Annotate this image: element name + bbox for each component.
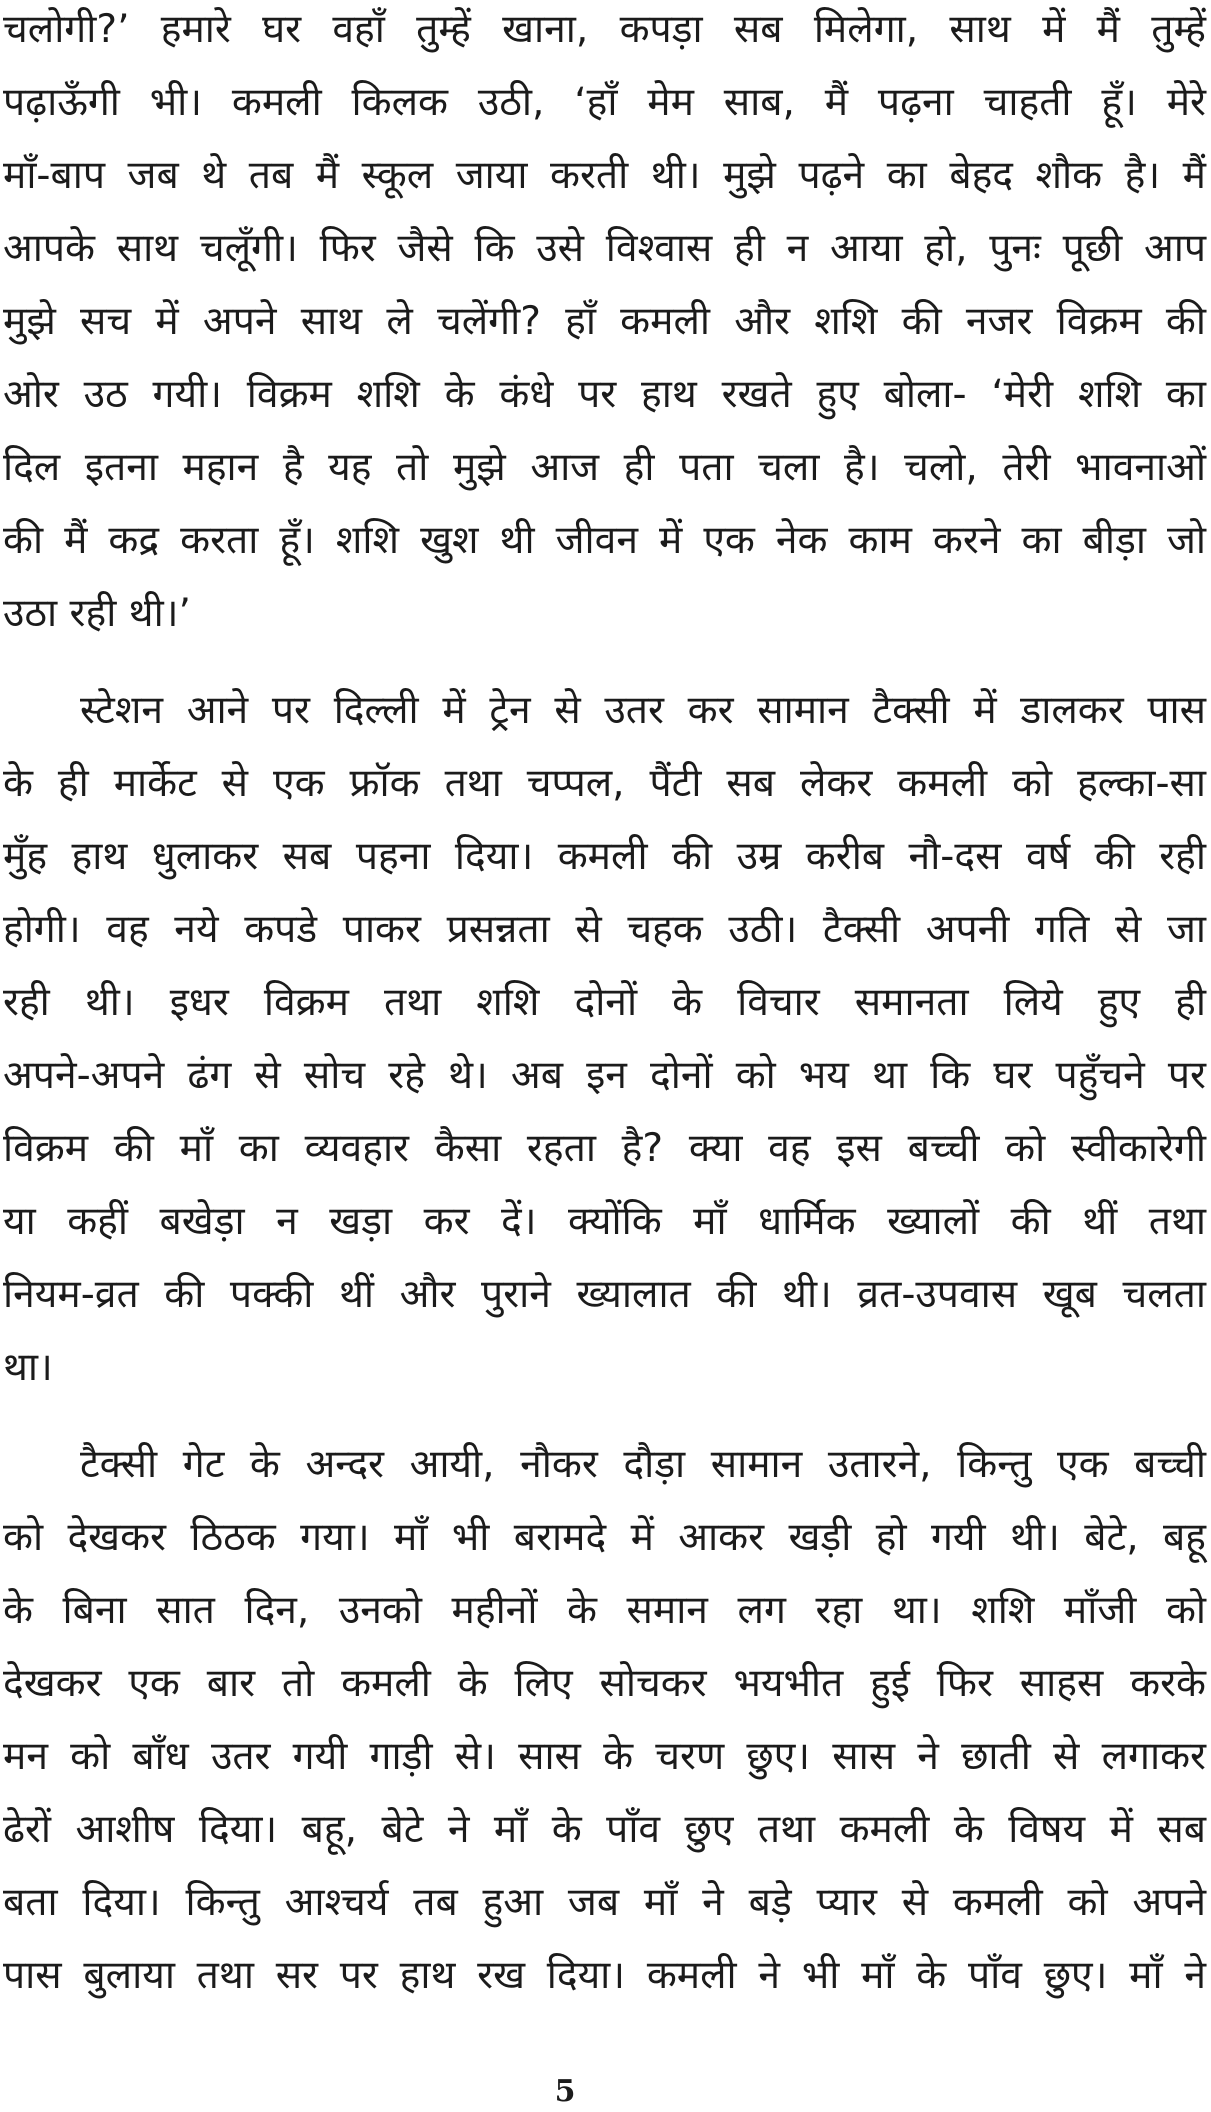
text-line: उठा रही थी।’ xyxy=(3,591,191,636)
text-line: देखकर एक बार तो कमली के लिए सोचकर भयभीत हुई फिर साहस करके xyxy=(3,1661,1206,1706)
text-line: मुझे सच में अपने साथ ले चलेंगी? हाँ कमली और शशि की नजर विक्रम की xyxy=(3,299,1206,344)
text-line: पढ़ाऊँगी भी। कमली किलक उठी, ‘हाँ मेम साब, मैं पढ़ना चाहती हूँ। मेरे xyxy=(3,80,1206,125)
text-line: होगी। वह नये कपडे पाकर प्रसन्नता से चहक उठी। टैक्सी अपनी गति से जा xyxy=(3,907,1206,952)
text-line: बता दिया। किन्तु आश्चर्य तब हुआ जब माँ ने बड़े प्यार से कमली को अपने xyxy=(3,1880,1206,1925)
text-line: को देखकर ठिठक गया। माँ भी बरामदे में आकर खड़ी हो गयी थी। बेटे, बहू xyxy=(3,1515,1206,1560)
text-line: मुँह हाथ धुलाकर सब पहना दिया। कमली की उम्र करीब नौ-दस वर्ष की रही xyxy=(3,834,1206,879)
text-line: या कहीं बखेड़ा न खड़ा कर दें। क्योंकि माँ धार्मिक ख्यालों की थीं तथा xyxy=(3,1199,1206,1244)
text-line: अपने-अपने ढंग से सोच रहे थे। अब इन दोनों को भय था कि घर पहुँचने पर xyxy=(3,1053,1206,1098)
text-line: ढेरों आशीष दिया। बहू, बेटे ने माँ के पाँव छुए तथा कमली के विषय में सब xyxy=(3,1807,1206,1852)
text-line: माँ-बाप जब थे तब मैं स्कूल जाया करती थी। मुझे पढ़ने का बेहद शौक है। मैं xyxy=(3,153,1206,198)
page-number: 5 xyxy=(554,2074,576,2109)
text-line: चलोगी?’ हमारे घर वहाँ तुम्हें खाना, कपड़ा सब मिलेगा, साथ में मैं तुम्हें xyxy=(3,7,1206,52)
text-line: के बिना सात दिन, उनको महीनों के समान लग रहा था। शशि माँजी को xyxy=(3,1588,1206,1633)
text-line: पास बुलाया तथा सर पर हाथ रख दिया। कमली ने भी माँ के पाँव छुए। माँ ने xyxy=(3,1953,1206,1998)
text-line: टैक्सी गेट के अन्दर आयी, नौकर दौड़ा सामान उतारने, किन्तु एक बच्ची xyxy=(80,1442,1206,1487)
text-line: दिल इतना महान है यह तो मुझे आज ही पता चला है। चलो, तेरी भावनाओं xyxy=(3,445,1206,490)
text-line: स्टेशन आने पर दिल्ली में ट्रेन से उतर कर सामान टैक्सी में डालकर पास xyxy=(80,688,1206,733)
text-line: विक्रम की माँ का व्यवहार कैसा रहता है? क्या वह इस बच्ची को स्वीकारेगी xyxy=(3,1126,1206,1171)
text-line: था। xyxy=(3,1345,53,1390)
text-line: नियम-व्रत की पक्की थीं और पुराने ख्यालात की थी। व्रत-उपवास खूब चलता xyxy=(3,1272,1206,1317)
text-line: मन को बाँध उतर गयी गाड़ी से। सास के चरण छुए। सास ने छाती से लगाकर xyxy=(3,1734,1206,1779)
text-line: आपके साथ चलूँगी। फिर जैसे कि उसे विश्वास ही न आया हो, पुनः पूछी आप xyxy=(3,226,1206,271)
text-line: की मैं कद्र करता हूँ। शशि खुश थी जीवन में एक नेक काम करने का बीड़ा जो xyxy=(3,518,1206,563)
text-line: रही थी। इधर विक्रम तथा शशि दोनों के विचार समानता लिये हुए ही xyxy=(3,980,1206,1025)
text-line: ओर उठ गयी। विक्रम शशि के कंधे पर हाथ रखते हुए बोला- ‘मेरी शशि का xyxy=(3,372,1206,417)
text-line: के ही मार्केट से एक फ्रॉक तथा चप्पल, पैंटी सब लेकर कमली को हल्का-सा xyxy=(3,761,1206,806)
